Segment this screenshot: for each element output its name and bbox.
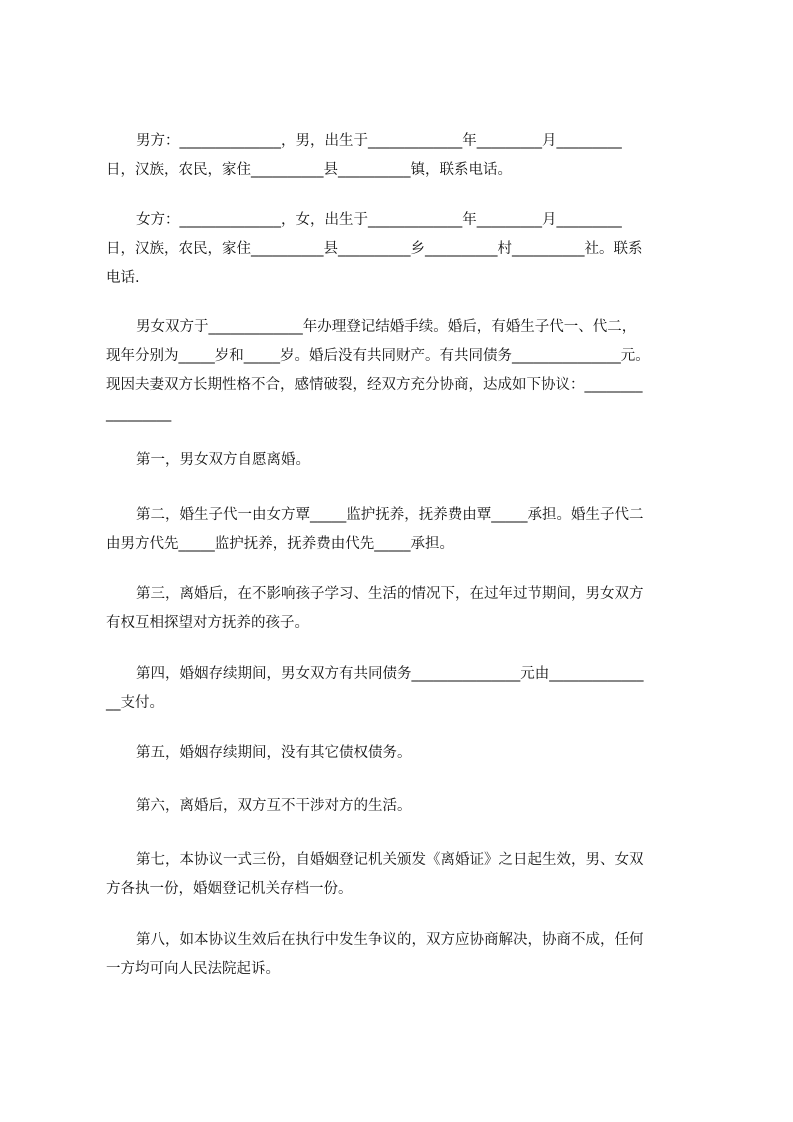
paragraph-clause-8 [106,926,700,984]
paragraph-line: 现因夫妻双方长期性格不合，感情破裂，经双方充分协商，达成如下协议：________ [106,377,643,393]
paragraph-line: 现年分别为_____岁和_____岁。婚后没有共同财产。有共同债务_______________元。 [106,348,650,364]
paragraph-line: 第七，本协议一式三份，自婚姻登记机关颁发《离婚证》之日起生效，男、女双 [136,852,644,868]
paragraph-line: 日，汉族，农民，家住__________县__________镇，联系电话。 [106,162,512,178]
paragraph-clause-1 [106,446,700,475]
paragraph-line: 第八，如本协议生效后在执行中发生争议的，双方应协商解决，协商不成，任何 [136,932,644,948]
paragraph-clause-2 [106,501,700,559]
paragraph-line: 男女双方于_____________年办理登记结婚手续。婚后，有婚生子代一、代二， [136,319,637,335]
paragraph-line: 有权互相探望对方抚养的孩子。 [106,615,309,631]
paragraph-line: _________ [106,406,172,422]
paragraph-line: 方各执一份，婚姻登记机关存档一份。 [106,881,353,897]
paragraph-clause-3 [106,580,700,638]
paragraph-line: 第六，离婚后，双方互不干涉对方的生活。 [136,798,412,814]
paragraph-clause-7 [106,846,700,904]
paragraph-line: 第一，男女双方自愿离婚。 [136,452,310,468]
paragraph-clause-4 [106,660,700,718]
paragraph-line: 女方：______________，女，出生于_____________年_________月_________ [136,212,622,228]
paragraph-line: 日，汉族，农民，家住__________县__________乡__________村__________社。联系 [106,241,643,257]
paragraph-female-party [106,206,700,293]
paragraph-clause-5 [106,739,700,768]
paragraph-line: 第三，离婚后，在不影响孩子学习、生活的情况下，在过年过节期间，男女双方 [136,586,644,602]
paragraph-line: 第五，婚姻存续期间，没有其它债权债务。 [136,745,412,761]
paragraph-line: 男方：______________，男，出生于_____________年_________月_________ [136,133,622,149]
paragraph-male-party [106,127,700,185]
paragraph-line: 一方均可向人民法院起诉。 [106,961,280,977]
paragraph-line: 由男方代先_____监护抚养，抚养费由代先_____承担。 [106,536,454,552]
paragraph-clause-6 [106,792,700,821]
paragraph-line: 第二，婚生子代一由女方覃_____监护抚养，抚养费由覃_____承担。婚生子代二 [136,507,644,523]
paragraph-line: 第四，婚姻存续期间，男女双方有共同债务_______________元由_____________ [136,666,644,682]
paragraph-line: 电话. [106,270,140,286]
paragraph-line: __支付。 [106,695,164,711]
paragraph-background [106,313,700,429]
